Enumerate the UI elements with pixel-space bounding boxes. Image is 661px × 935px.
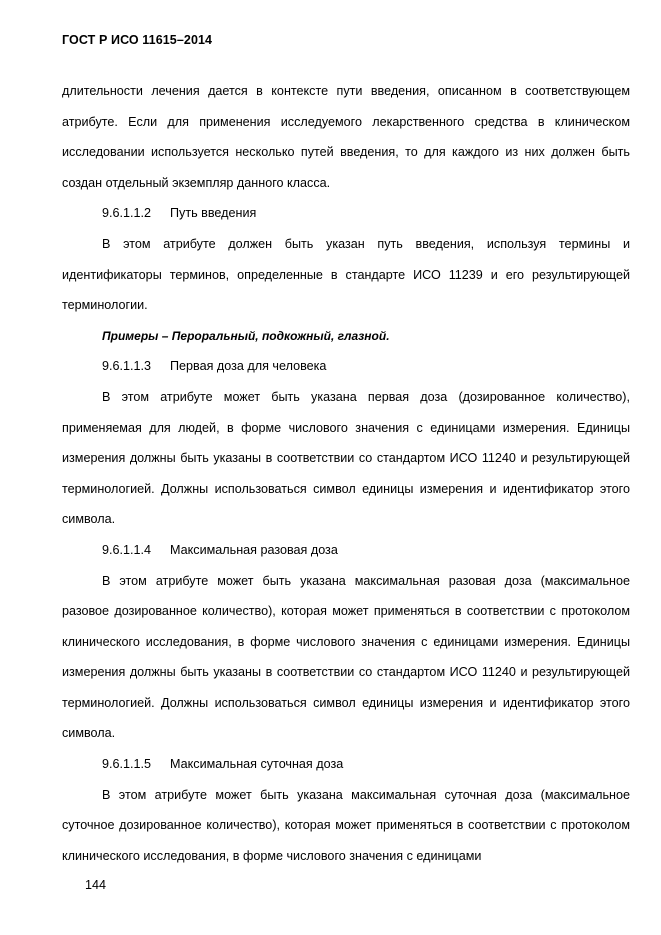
paragraph-max-single-dose: В этом атрибуте может быть указана максимальная разовая доза (максимальное разовое дозированное количество), которая может применяться в соответствии с протоколом клинического исследования, в форме числового значения с единицами измерения. Единицы измерения должны быть указаны в соответствии со стандартом ИСО 11240 и результирующей терминологией. Должны использоваться символ единицы измерения и идентификатор этого символа. bbox=[62, 573, 630, 741]
section-heading-max-daily-dose bbox=[62, 749, 630, 780]
section-title: Максимальная разовая доза bbox=[170, 542, 338, 557]
section-heading-first-human-dose bbox=[62, 351, 630, 382]
paragraph-continuation: длительности лечения дается в контексте пути введения, описанном в соответствующем атрибуте. Если для применения исследуемого лекарственного средства в клиническом исследовании используется несколько путей введения, то для каждого из них должен быть создан отдельный экземпляр данного класса. bbox=[62, 84, 630, 190]
section-number: 9.6.1.1.3 bbox=[102, 359, 152, 374]
section-heading-route-of-administration bbox=[62, 198, 630, 229]
section-heading-max-single-dose bbox=[62, 535, 630, 566]
section-number: 9.6.1.1.5 bbox=[102, 757, 152, 772]
page-body bbox=[62, 76, 630, 871]
examples-note: Примеры – Пероральный, подкожный, глазной. bbox=[102, 328, 390, 343]
paragraph-max-daily-dose: В этом атрибуте может быть указана максимальная суточная доза (максимальное суточное дозированное количество), которая может применяться в соответствии с протоколом клинического исследования, в форме числового значения с единицами bbox=[62, 787, 630, 863]
paragraph-first-human-dose: В этом атрибуте может быть указана первая доза (дозированное количество), применяемая для людей, в форме числового значения с единицами измерения. Единицы измерения должны быть указаны в соответствии со стандартом ИСО 11240 и результирующей терминологией. Должны использоваться символ единицы измерения и идентификатор этого символа. bbox=[62, 389, 630, 527]
page-number: 144 bbox=[85, 878, 107, 892]
paragraph-route-of-administration: В этом атрибуте должен быть указан путь введения, используя термины и идентификаторы терминов, определенные в стандарте ИСО 11239 и его результирующей терминологии. bbox=[62, 236, 630, 313]
section-number: 9.6.1.1.4 bbox=[102, 542, 152, 557]
section-number: 9.6.1.1.2 bbox=[102, 206, 152, 221]
page-header-standard-title: ГОСТ Р ИСО 11615–2014 bbox=[62, 33, 213, 47]
section-title: Путь введения bbox=[170, 206, 257, 221]
section-title: Максимальная суточная доза bbox=[170, 757, 344, 772]
section-title: Первая доза для человека bbox=[170, 359, 327, 374]
